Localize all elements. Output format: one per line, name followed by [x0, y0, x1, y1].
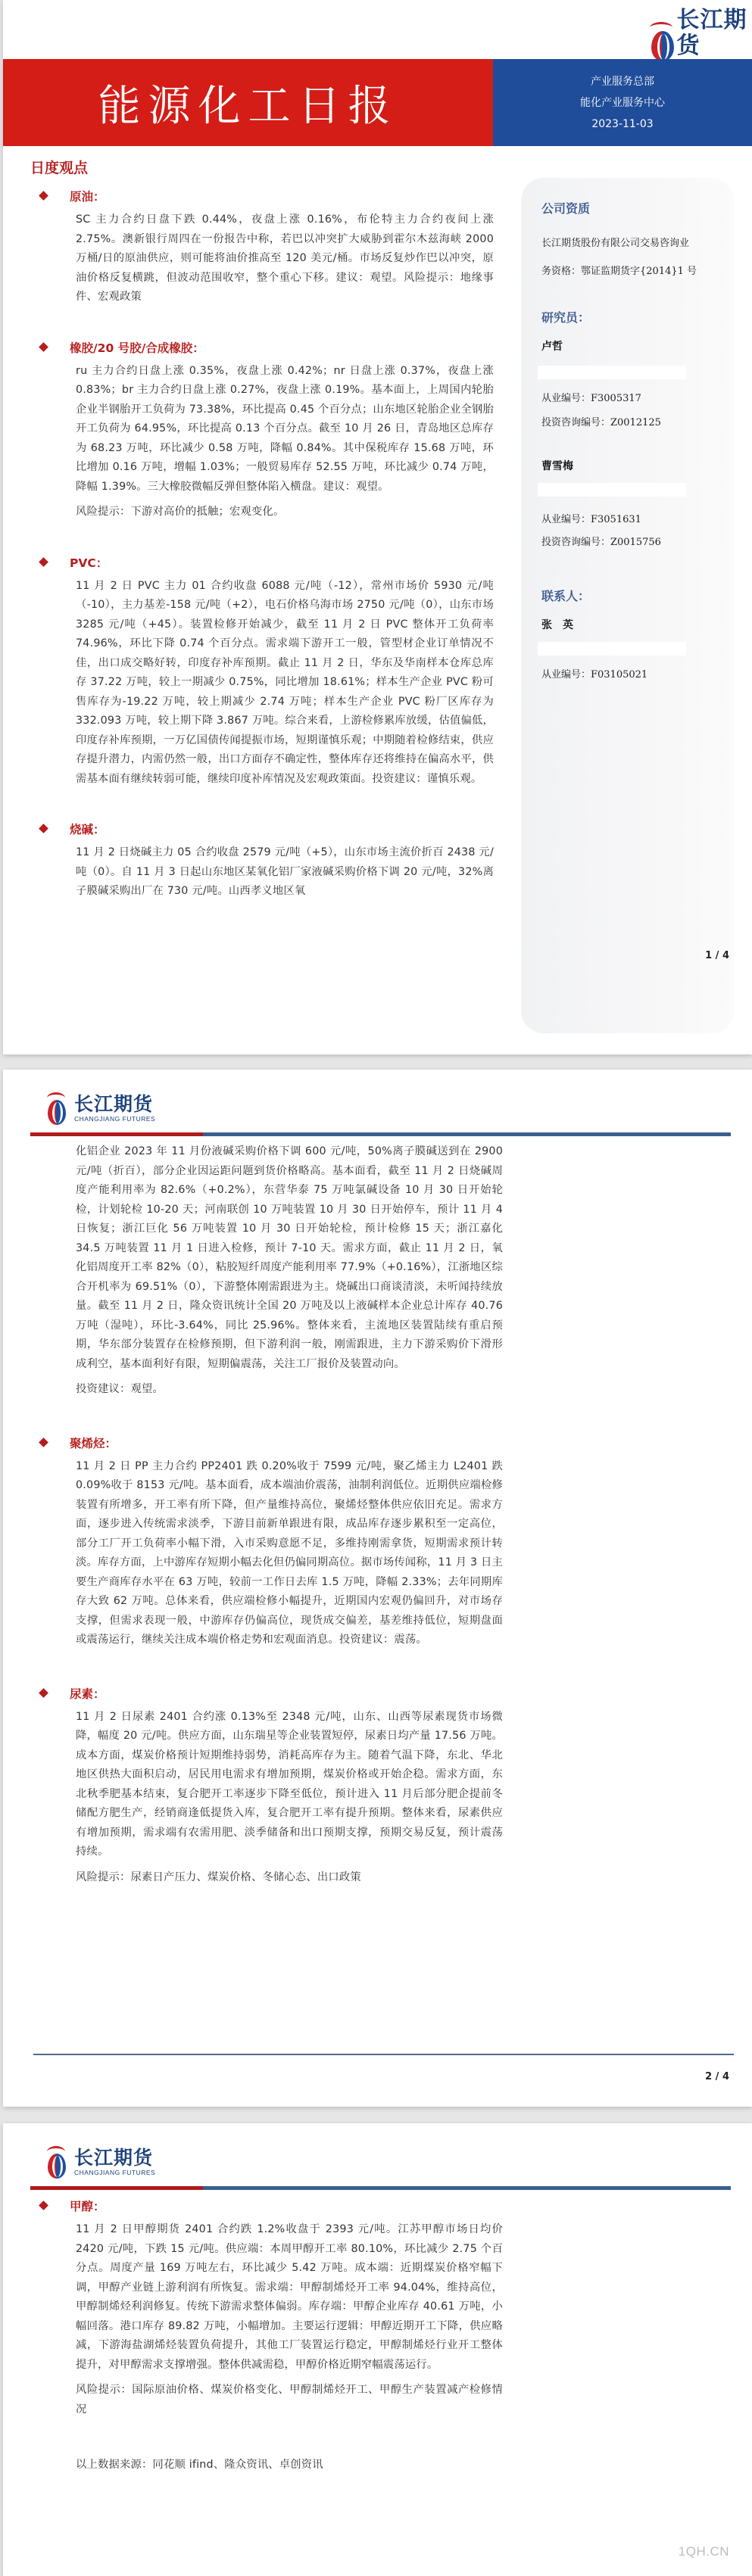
report-page-3 [3, 2123, 752, 2576]
researcher-license: 从业编号：F3051631 [541, 514, 641, 525]
redacted-field [538, 483, 686, 497]
researcher-consult-id: 投资咨询编号：Z0015756 [541, 537, 661, 548]
diamond-bullet-icon [39, 1438, 48, 1447]
diamond-bullet-icon [39, 191, 48, 201]
researcher-name: 卢哲 [541, 341, 563, 353]
logo-text-en: CHANGJIANG FUTURES [74, 1115, 156, 1123]
risk-note: 风险提示：下游对高价的抵触；宏观变化。 [76, 506, 285, 518]
logo-text-cn: 长江期货 [676, 7, 747, 59]
continued-column [30, 1142, 503, 1887]
header-rule [30, 1132, 731, 1136]
contact-title: 联系人： [541, 589, 591, 603]
risk-note: 风险提示：尿素日产压力、煤炭价格、冬储心态、出口政策 [76, 1870, 361, 1883]
researchers-title: 研究员： [541, 310, 591, 325]
company-logo [44, 2145, 155, 2179]
item-crude-oil [30, 188, 494, 307]
item-heading: PVC： [70, 556, 108, 570]
report-date: 2023-11-03 [591, 117, 654, 130]
company-logo [44, 1091, 155, 1126]
researcher-name: 曹雪梅 [541, 460, 573, 472]
item-paragraph: SC 主力合约日盘下跌 0.44%，夜盘上涨 0.16%，布伦特主力合约夜间上涨 2.75%。澳新银行周四在一份报告中称，若巴以冲突扩大威胁到霍尔木兹海峡 2000 万桶/日的原油供应，则可能将油价推高至 120 美元/桶。市场反复炒作巴以冲突，原油价格反复横跳，但波动范围收窄，整个重心下移。建议：观望。风险提示：地缘事件、宏观政策 [76, 213, 494, 303]
researcher-license: 从业编号：F3005317 [541, 393, 641, 404]
redacted-field [538, 642, 686, 656]
title-banner [3, 59, 752, 146]
contact-name: 张 英 [541, 619, 573, 631]
item-paragraph: 11 月 2 日 PVC 主力 01 合约收盘 6088 元/吨（-12），常州市场价 5930 元/吨（-10），主力基差-158 元/吨（+2），电石价格乌海市场 2750 元/吨（0），山东市场 3285 元/吨（+45）。装置检修开始减少，截至 11 月 2 日 PVC 整体开工负荷率 74.96%，环比下降 0.74 个百分点。需求端下游开工一般，管型材企业订单情况不佳，出口成交略好转，印度存补库预期。截止 11 月 2 日，华东及华南样本仓库总库存 37.22 万吨，较上一期减少 0.75%，同比增加 18.61%；样本生产企业 PVC 粉可售库存为-19.22 万吨，较上期减少 2.74 万吨；样本生产企业 PVC 粉厂区库存为 332.093 万吨，较上期下降 3.867 万吨。综合来看，上游检修累库放缓，估值偏低，印度存补库预期，一万亿国债传闻提振市场，短期谨慎乐观；中期随着检修结束，供应存提升潜力，内需仍然一般，出口方面存不确定性，整体库存还将维持在偏高水平，供需基本面有继续转弱可能，继续印度补库情况及宏观政策面。投资建议：谨慎乐观。 [76, 579, 494, 785]
item-heading: 甲醇： [70, 2200, 105, 2213]
department: 产业服务总部 [591, 75, 654, 88]
researcher-consult-id: 投资咨询编号：Z0012125 [541, 417, 661, 428]
item-paragraph: 化铝企业 2023 年 11 月份液碱采购价格下调 600 元/吨，50%离子膜碱送到在 2900 元/吨（折百），部分企业因运距问题到货价格略高。基本面看，截至 11 月 2 日烧碱周度产能利用率为 82.6%（+0.2%），东营华泰 75 万吨氯碱设备 10 月 30 日开始轮检，计划轮检 10-20 天；河南联创 10 万吨装置 10 月 30 日开始停车，预计 11 月 4 日恢复；浙江巨化 56 万吨装置 10 月 30 日开始轮检，预计检修 15 天；浙江嘉化 34.5 万吨装置 11 月 1 日进入检修，预计 7-10 天。需求方面，截止 11 月 2 日，氧化铝周度开工率 82%（0），粘胶短纤周度产能利用率 77.9%（+0.16%），江浙地区综合开机率为 69.51%（0），下游整体刚需跟进为主。烧碱出口商谈清淡，未听闻持续放量。截至 11 月 2 日，隆众资讯统计全国 20 万吨及以上液碱样本企业总计库存 40.76 万吨（湿吨），环比-3.64%，同比 25.96%。整体来看，主流地区装置陆续有重启预期，华东部分装置存在检修预期，但下游利润一般，刚需跟进，主力下游采购价下滑形成利空，基本面利好有限，短期偏震荡，关注工厂报价及装置动向。 [76, 1145, 503, 1370]
header-rule [30, 2186, 731, 2190]
item-urea [30, 1685, 503, 1888]
daily-view-column [30, 157, 494, 902]
item-caustic-soda-continued [30, 1142, 503, 1400]
data-source-note: 以上数据来源：同花顺 ifind、隆众资讯、卓创资讯 [76, 2459, 323, 2471]
qualification-text: 务资格：鄂证监期货字{2014}1 号 [541, 266, 697, 277]
diamond-bullet-icon [39, 2201, 48, 2210]
item-heading: 橡胶/20 号胶/合成橡胶： [70, 341, 204, 355]
page-number: 1 / 4 [705, 950, 729, 961]
item-paragraph: 11 月 2 日尿素 2401 合约涨 0.13%至 2348 元/吨，山东、山西等尿素现货市场微降，幅度 20 元/吨。供应方面，山东瑞星等企业装置短停，尿素日均产量 17.56 万吨。成本方面，煤炭价格预计短期维持弱势，消耗高库存为主。随着气温下降，东北、华北地区供热大面积启动，居民用电需求有增加预期，煤炭价格或开始企稳。需求方面，东北秋季肥基本结束，复合肥开工率逐步下降至低位，预计进入 11 月后部分肥企提前冬储配方肥生产，经销商逢低提货入库，复合肥开工率有提升预期。整体来看，尿素供应有增加预期，需求端有农需用肥、淡季储备和出口预期支撑，预期交易反复，预计震荡持续。 [76, 1710, 503, 1858]
item-heading: 原油： [70, 190, 105, 204]
investment-advice: 投资建议：观望。 [76, 1383, 164, 1395]
footer-rule [33, 2054, 734, 2055]
item-heading: 烧碱： [70, 823, 105, 836]
item-rubber [30, 339, 494, 522]
logo-mark-icon [44, 2145, 70, 2179]
logo-text-cn: 长江期货 [74, 2147, 154, 2169]
qualification-text: 长江期货股份有限公司交易咨询业 [541, 238, 690, 249]
redacted-field [538, 366, 686, 379]
report-page-1 [3, 0, 752, 1054]
page-number: 2 / 4 [705, 2071, 729, 2082]
item-heading: 尿素： [70, 1687, 105, 1701]
risk-note: 风险提示：国际原油价格、煤炭价格变化、甲醇制烯烃开工、甲醇生产装置减产检修情况 [76, 2384, 503, 2416]
service-center: 能化产业服务中心 [580, 96, 665, 109]
diamond-bullet-icon [39, 1688, 48, 1698]
item-heading: 聚烯烃： [70, 1436, 117, 1450]
item-caustic-soda [30, 821, 494, 902]
item-methanol [30, 2198, 503, 2475]
diamond-bullet-icon [39, 342, 48, 352]
logo-text-en: CHANGJIANG FUTURES [74, 2169, 156, 2176]
sidebar-company-info [521, 178, 735, 1033]
report-title: 能源化工日报 [3, 59, 493, 146]
item-paragraph: 11 月 2 日烧碱主力 05 合约收盘 2579 元/吨（+5），山东市场主流价折百 2438 元/吨（0）。自 11 月 3 日起山东地区某氧化铝厂家液碱采购价格下调 20 元/吨，32%离子膜碱采购出厂在 730 元/吨。山西孝义地区氧 [76, 846, 494, 897]
logo-mark-icon [647, 20, 672, 63]
watermark: 1QH.CN [678, 2544, 729, 2559]
contact-license: 从业编号：F03105021 [541, 669, 648, 681]
diamond-bullet-icon [39, 824, 48, 833]
diamond-bullet-icon [39, 557, 48, 567]
logo-text-cn: 长江期货 [74, 1093, 154, 1115]
item-pvc [30, 554, 494, 790]
item-polyolefin [30, 1434, 503, 1650]
report-meta [493, 59, 752, 146]
item-paragraph: ru 主力合约日盘上涨 0.35%，夜盘上涨 0.42%；nr 日盘上涨 0.37%，夜盘上涨 0.83%；br 主力合约日盘上涨 0.27%，夜盘上涨 0.19%。基本面上，上周国内轮胎企业半钢胎开工负荷为 73.38%，环比提高 0.45 个百分点；山东地区轮胎企业全钢胎开工负荷为 64.95%，环比提高 0.13 个百分点。截至 10 月 26 日，青岛地区总库存为 68.23 万吨，环比减少 0.58 万吨，降幅 0.84%。其中保税库存 15.68 万吨，环比增加 0.16 万吨，增幅 1.03%；一般贸易库存 52.55 万吨，环比减少 0.74 万吨，降幅 1.39%。三大橡胶微幅反弹但整体陷入横盘。建议：观望。 [76, 364, 494, 493]
section-title-daily-view: 日度观点 [30, 160, 89, 176]
logo-mark-icon [44, 1091, 70, 1126]
item-paragraph: 11 月 2 日 PP 主力合约 PP2401 跌 0.20%收于 7599 元/吨，聚乙烯主力 L2401 跌 0.09%收于 8153 元/吨。基本面看，成本端油价震荡，油制利润低位。近期供应端检修装置有所增多，开工率有所下降，但产量维持高位，聚烯烃整体供应依旧充足。需求方面，逐步进入传统需求淡季，下游目前新单跟进有限，成品库存逐步累积至一定高位，部分工厂开工负荷率小幅下滑，入市采购意愿不足，多维持刚需拿货，短期需求预计转淡。库存方面，上中游库存短期小幅去化但仍偏同期高位。据市场传闻称，11 月 3 日主要生产商库存水平在 63 万吨，较前一工作日去库 1.5 万吨，降幅 2.33%；去年同期库存大致 62 万吨。总体来看，供应端检修小幅提升，近期国内宏观仍偏回升，对市场存支撑，但需求表现一般，中游库存仍偏高位，现货成交偏差，基差维持低位，短期盘面或震荡运行，继续关注成本端价格走势和宏观面消息。投资建议：震荡。 [76, 1459, 504, 1646]
item-paragraph: 11 月 2 日甲醇期货 2401 合约跌 1.2%收盘于 2393 元/吨。江苏甲醇市场日均价 2420 元/吨，下跌 15 元/吨。供应端：本周甲醇开工率 80.10%，环比减少 2.75 个百分点。周度产量 169 万吨左右，环比减少 5.42 万吨。成本端：近期煤炭价格窄幅下调，甲醇产业链上游利润有所恢复。需求端：甲醇制烯烃开工率 94.04%，维持高位，甲醇制烯烃利润修复。传统下游需求整体偏弱。库存端：甲醇企业库存 40.61 万吨，小幅回落。港口库存 89.82 万吨，小幅增加。主要运行逻辑：甲醇近期开工下降，供应略减，下游海盐湖烯烃装置负荷提升，其他工厂装置运行稳定，甲醇制烯烃行业开工整体提升，对甲醇需求支撑增强。整体供减需稳，甲醇价格近期窄幅震荡运行。 [76, 2223, 503, 2371]
qualification-title: 公司资质 [541, 201, 591, 216]
methanol-column [30, 2198, 503, 2475]
report-page-2 [3, 1070, 752, 2107]
